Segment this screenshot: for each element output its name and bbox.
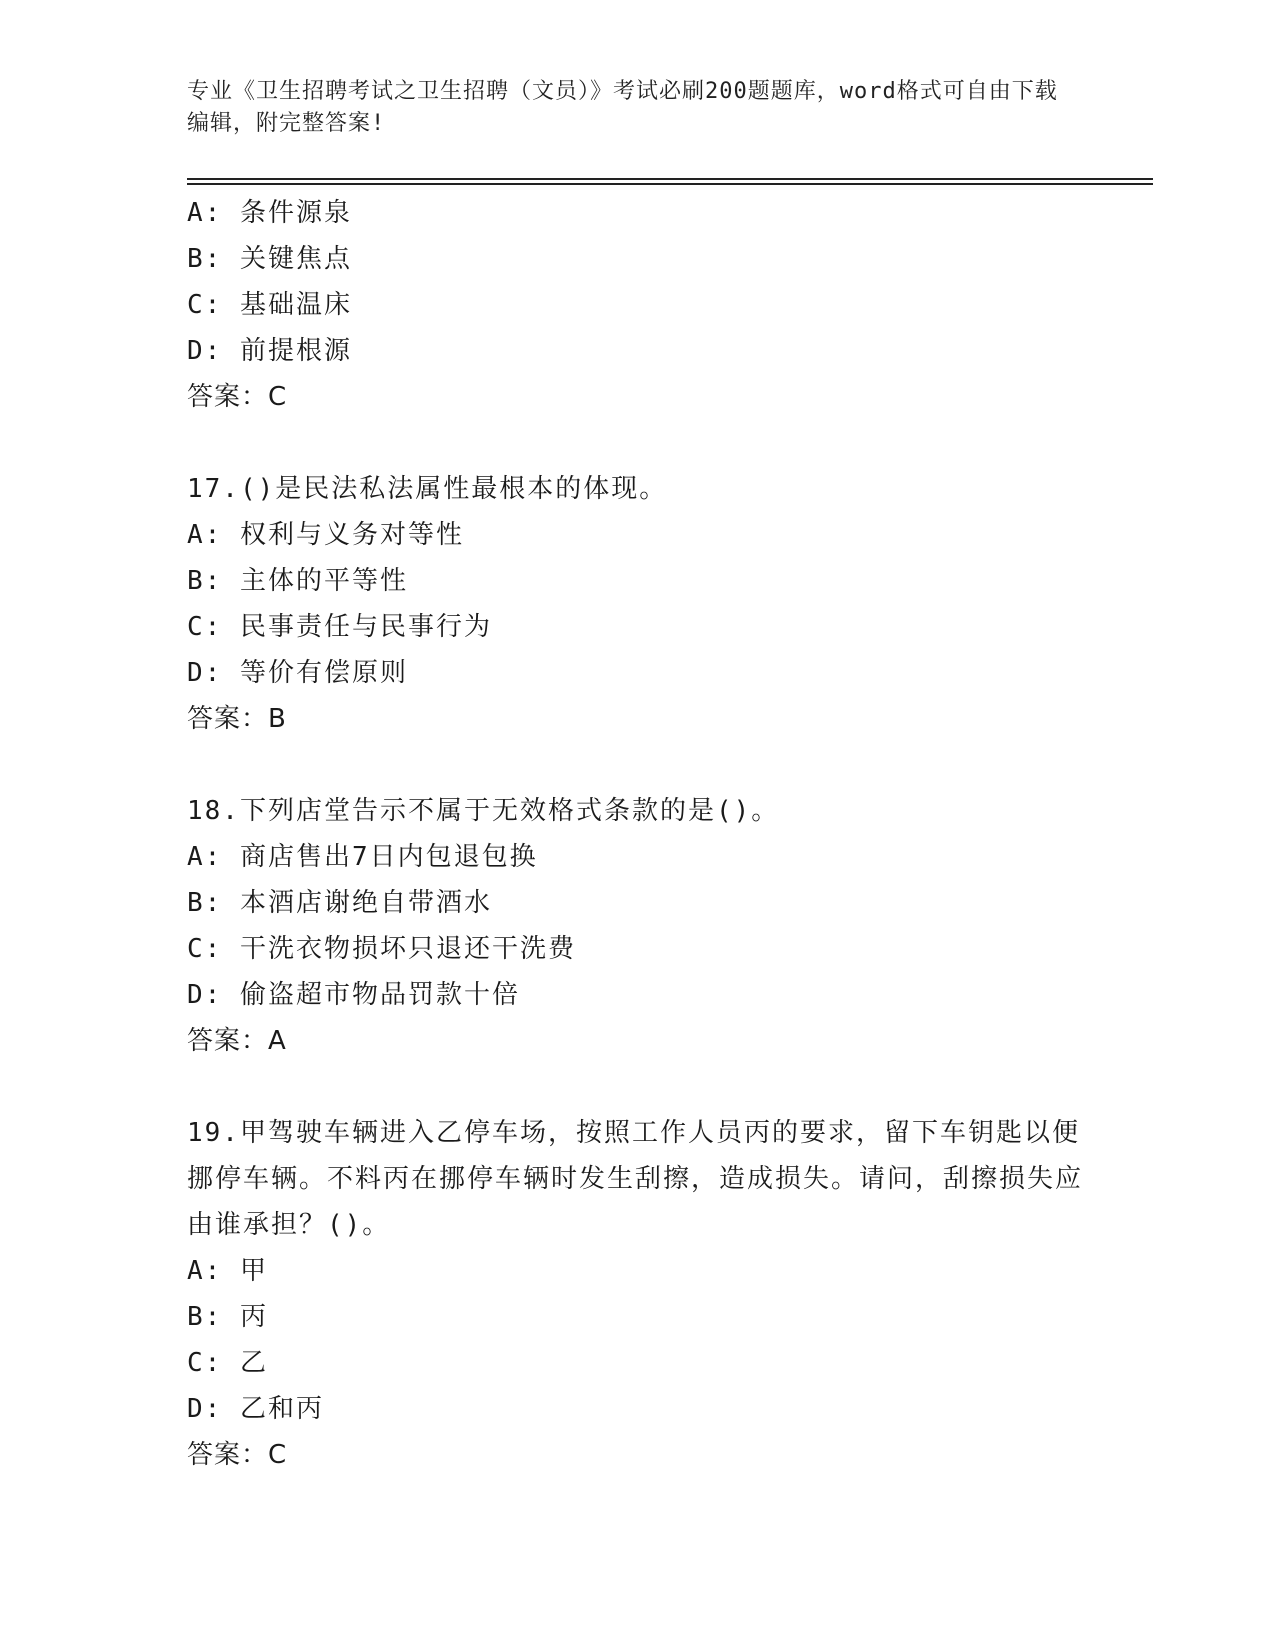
document-header: 专业《卫生招聘考试之卫生招聘（文员）》考试必刷200题题库，word格式可自由下载编辑，附完整答案! bbox=[187, 79, 1058, 136]
option-d: D: 等价有偿原则 bbox=[187, 658, 408, 688]
header-rule-top bbox=[187, 178, 1153, 180]
spacer bbox=[187, 1064, 1087, 1110]
answer-line: 答案：C bbox=[187, 382, 288, 412]
option-b: B: 关键焦点 bbox=[187, 244, 352, 274]
answer-line: 答案：C bbox=[187, 1440, 288, 1470]
option-b: B: 丙 bbox=[187, 1302, 268, 1332]
question-stem: 17.()是民法私法属性最根本的体现。 bbox=[187, 474, 668, 504]
option-a: A: 条件源泉 bbox=[187, 198, 352, 228]
answer-line: 答案：A bbox=[187, 1026, 287, 1056]
option-d: D: 前提根源 bbox=[187, 336, 352, 366]
question-list bbox=[187, 190, 1087, 1478]
option-c: C: 基础温床 bbox=[187, 290, 352, 320]
option-c: C: 民事责任与民事行为 bbox=[187, 612, 492, 642]
option-d: D: 乙和丙 bbox=[187, 1394, 324, 1424]
option-a: A: 甲 bbox=[187, 1256, 268, 1286]
option-a: A: 商店售出7日内包退包换 bbox=[187, 842, 538, 872]
option-c: C: 乙 bbox=[187, 1348, 268, 1378]
answer-line: 答案：B bbox=[187, 704, 287, 734]
spacer bbox=[187, 742, 1087, 788]
question-stem: 19.甲驾驶车辆进入乙停车场，按照工作人员丙的要求，留下车钥匙以便挪停车辆。不料丙在挪停车辆时发生刮擦，造成损失。请问，刮擦损失应由谁承担？()。 bbox=[187, 1118, 1084, 1240]
question-stem: 18.下列店堂告示不属于无效格式条款的是()。 bbox=[187, 796, 780, 826]
option-c: C: 干洗衣物损坏只退还干洗费 bbox=[187, 934, 576, 964]
option-b: B: 主体的平等性 bbox=[187, 566, 408, 596]
question-block-16 bbox=[187, 190, 1087, 420]
header-rule-bottom bbox=[187, 183, 1153, 185]
question-block-17 bbox=[187, 466, 1087, 742]
option-d: D: 偷盗超市物品罚款十倍 bbox=[187, 980, 520, 1010]
option-b: B: 本酒店谢绝自带酒水 bbox=[187, 888, 492, 918]
question-block-18 bbox=[187, 788, 1087, 1064]
spacer bbox=[187, 420, 1087, 466]
question-block-19 bbox=[187, 1110, 1087, 1478]
option-a: A: 权利与义务对等性 bbox=[187, 520, 464, 550]
